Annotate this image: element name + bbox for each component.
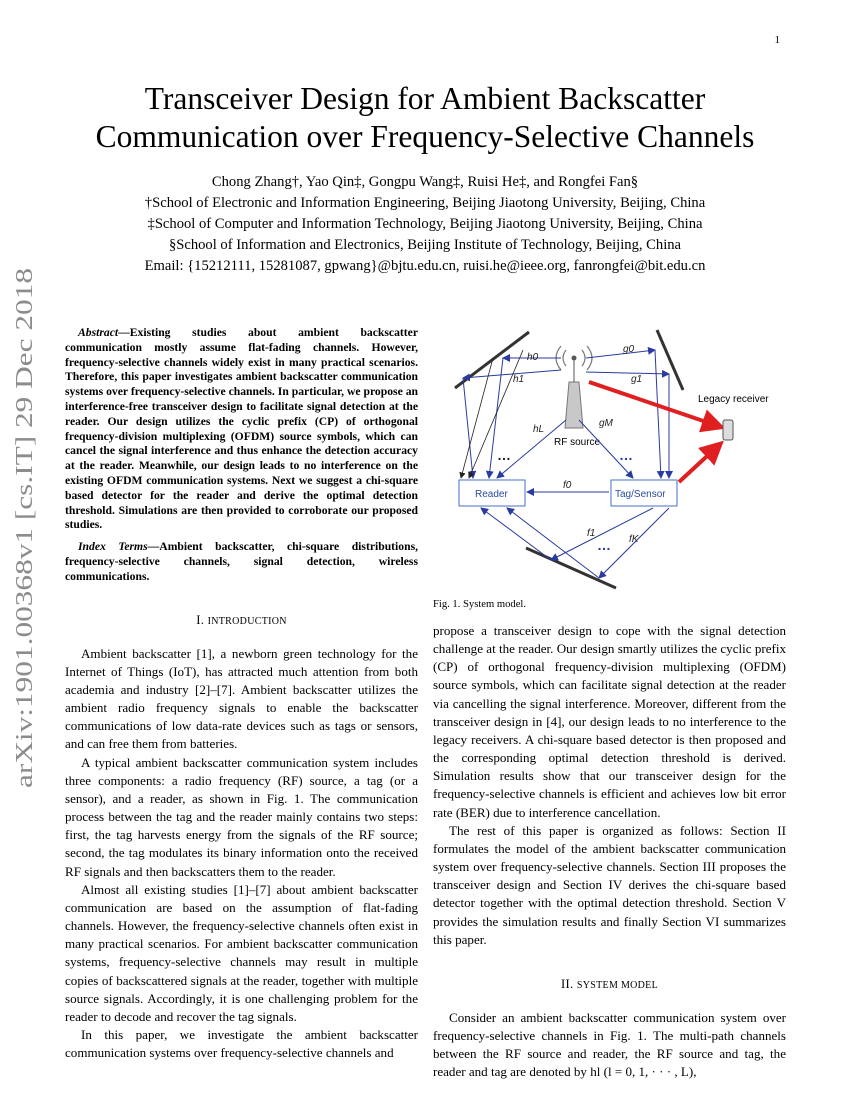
arxiv-stamp	[6, 268, 40, 788]
email-line: Email: {15212111, 15281087, gpwang}@bjtu.edu.cn, ruisi.he@ieee.org, fanrongfei@bit.edu.cn	[144, 258, 706, 274]
label-f1: f1	[587, 528, 596, 539]
section-heading-intro	[65, 611, 418, 631]
dots-tag: …	[619, 447, 633, 463]
label-h0: h0	[527, 352, 539, 363]
label-h1: h1	[513, 374, 525, 385]
label-hl: hL	[533, 424, 545, 435]
red-arrow-tag	[679, 446, 718, 482]
section-title: INTRODUCTION	[207, 615, 287, 627]
right-column	[433, 622, 786, 1082]
author-block	[60, 172, 790, 277]
label-g0: g0	[623, 344, 635, 355]
section-heading-system-model	[433, 975, 786, 995]
intro-paragraph-1: Ambient backscatter [1], a newborn green technology for the Internet of Things (IoT), has attracted much attention from both academia and industry [2]–[7]. Ambient backscatter utilizes the ambient radio frequency signals to enable the backscatter communications of low data-rate devices such as tags or sensors, and can free them from batteries.	[65, 645, 418, 752]
paper-title	[60, 80, 790, 156]
intro-paragraph-4: In this paper, we investigate the ambient backscatter communication systems over frequency-selective channels and	[65, 1026, 418, 1061]
dots-reader: …	[497, 447, 511, 463]
index-terms-text: —Ambient backscatter, chi-square distributions, frequency-selective channels, signal detection, wireless communications.	[65, 540, 419, 583]
label-gm: gM	[599, 418, 613, 429]
title-line-1: Transceiver Design for Ambient Backscatter	[144, 81, 706, 116]
arxiv-stamp-text: arXiv:1901.00368v1 [cs.IT] 29 Dec 2018	[12, 389, 38, 788]
figure-caption: Fig. 1. System model.	[433, 599, 526, 610]
legacy-receiver-label: Legacy receiver	[698, 394, 769, 405]
rf-source-label: RF source	[554, 437, 601, 448]
label-f0: f0	[563, 480, 572, 491]
abstract-text: —Existing studies about ambient backscatter communication mostly assume flat-fading channels. However, frequency-selective channels widely exist in many practical scenarios. Therefore, this paper investigates ambient backscatter communication systems over frequency-selective channels. In particular, we propose an interference-free transceiver design to facilitate signal detection at the reader. Our design utilizes the cyclic prefix (CP) of orthogonal frequency-division multiplexing (OFDM) source symbols, which can cancel the signal interference and thus enhance the detection accuracy at the reader. Meanwhile, our design leads to no interference on the existing OFDM communication systems. Next we suggest a chi-square based detector for the reader and derive the optimal detection threshold. Simulations are then provided to corroborate our proposed studies.	[65, 326, 418, 532]
right-paragraph-3: Consider an ambient backscatter communication system over frequency-selective channels in Fig. 1. The multi-path channels between the RF source and reader, the RF source and tag, the reader and tag are denoted by hl (l = 0, 1, · · · , L),	[433, 1009, 786, 1080]
system-model-figure	[433, 310, 786, 595]
page-number: 1	[774, 34, 780, 46]
section-number: II.	[561, 976, 574, 991]
abstract-paragraph	[65, 326, 418, 533]
index-terms-label: Index Terms	[78, 540, 148, 554]
abstract-label: Abstract	[78, 326, 119, 339]
label-g1: g1	[631, 374, 643, 385]
right-paragraph-2: The rest of this paper is organized as follows: Section II formulates the model of the ambient backscatter communication system over frequency-selective channels. Section III proposes the transceiver design and Section IV derives the chi-square based detector together with the optimal detection threshold. Section V provides the simulation results and finally Section VI summarizes this paper.	[433, 822, 786, 947]
index-terms	[65, 540, 418, 584]
dots-bottom: …	[597, 537, 611, 553]
intro-paragraph-2: A typical ambient backscatter communication system includes three components: a radio frequency (RF) source, a tag (or a sensor), and a reader, as shown in Fig. 1. The communication process between the tag and the reader mainly contains two steps: first, the tag harvests energy from the signals of the RF source; second, the tag modulates its binary information onto the received RF signals and then backscatters them to the reader.	[65, 754, 418, 879]
reflector-bottom	[526, 548, 616, 588]
label-fk: fK	[629, 534, 639, 545]
abstract	[65, 326, 418, 585]
section-number: I.	[196, 612, 205, 627]
legacy-receiver-icon	[723, 420, 733, 440]
right-paragraph-1: propose a transceiver design to cope with the signal detection challenge at the reader. Our design smartly utilizes the cyclic prefix (CP) of orthogonal frequency-division multiplexing (OFDM) source symbols, which can facilitate signal detection at the reader via cancelling the signal interference. Moreover, different from the transceiver design in [4], our design leads to no interference to the legacy receivers. A chi-square based detector is then proposed and the corresponding optimal detection threshold is derived. Simulation results show that our transceiver design for the frequency-selective channels is efficient and achieves low bit error rate (BER) due to interference cancellation.	[433, 623, 786, 820]
title-line-2: Communication over Frequency-Selective Channels	[95, 119, 755, 154]
tag-label: Tag/Sensor	[615, 489, 666, 500]
reflector-right	[657, 330, 683, 390]
affiliation-3: §School of Information and Electronics, Beijing Institute of Technology, Beijing, China	[168, 237, 682, 253]
left-column	[65, 326, 418, 1062]
affiliation-2: ‡School of Computer and Information Technology, Beijing Jiaotong University, Beijing, China	[147, 216, 703, 232]
author-list: Chong Zhang†, Yao Qin‡, Gongpu Wang‡, Ruisi He‡, and Rongfei Fan§	[211, 174, 639, 190]
intro-paragraph-3: Almost all existing studies [1]–[7] about ambient backscatter communication are based on the assumption of flat-fading channels. However, the frequency-selective channels often exist in many practical scenarios. For ambient backscatter communication systems, frequency-selective channels may result in multiple copies of backscattered signals at the reader, together with multiple source signals. Accordingly, it is one challenging problem for the reader to decode and recover the tag signals.	[65, 881, 418, 1024]
section-title: SYSTEM MODEL	[576, 979, 658, 991]
reader-label: Reader	[475, 489, 508, 500]
affiliation-1: †School of Electronic and Information Engineering, Beijing Jiaotong University, Beijing, China	[144, 195, 706, 211]
